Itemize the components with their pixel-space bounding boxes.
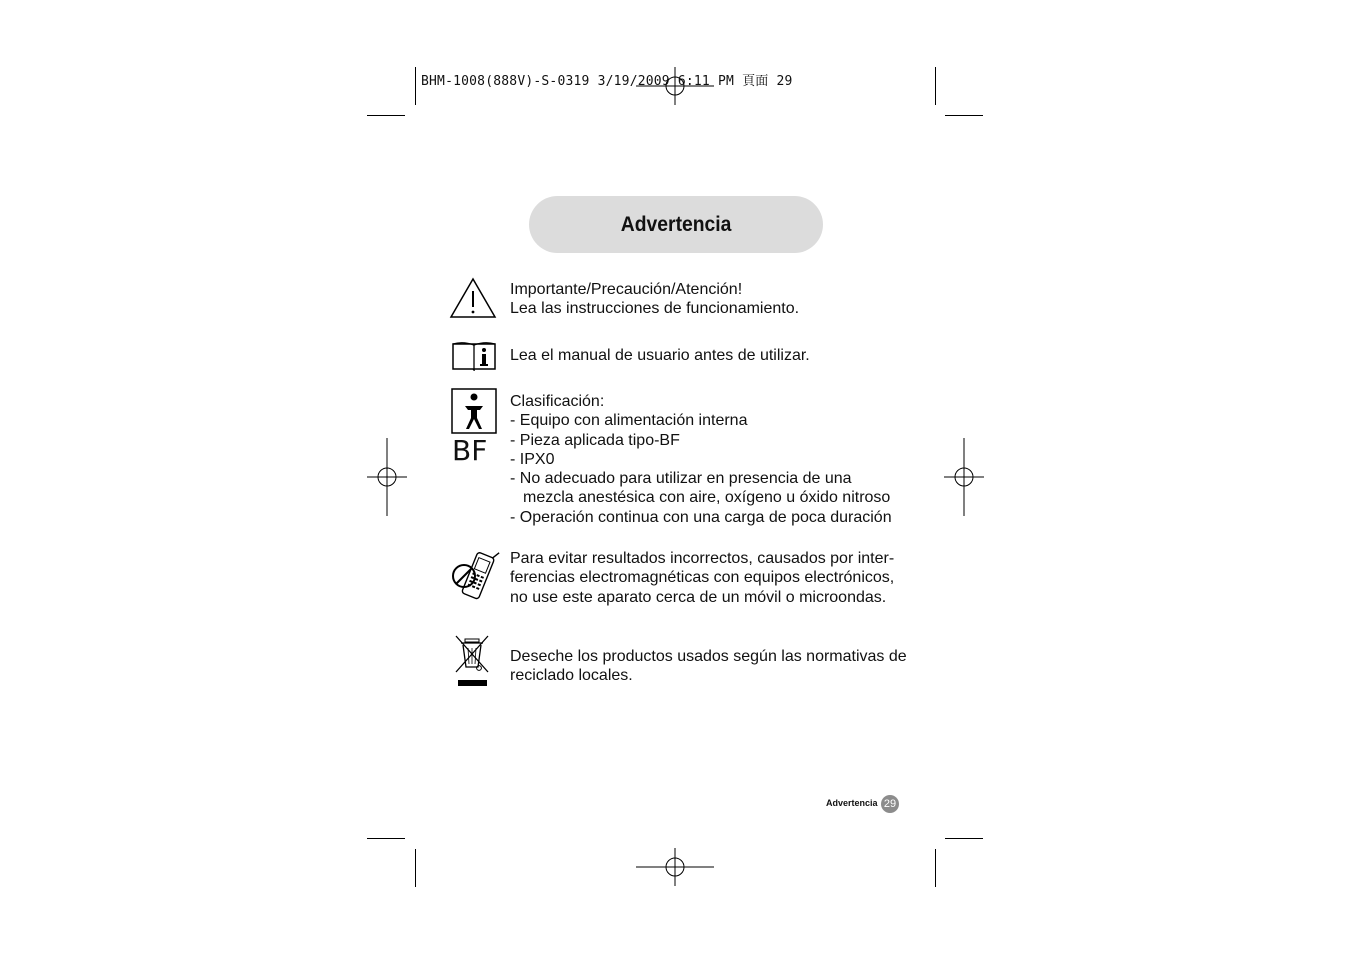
registration-mark-right	[944, 438, 984, 516]
text-line: - Pieza aplicada tipo-BF	[510, 431, 680, 449]
text-line: mezcla anestésica con aire, oxígeno u óxido nitroso	[523, 489, 891, 507]
section-warning-text	[510, 280, 799, 319]
text-line: reciclado locales.	[510, 667, 633, 685]
text-line: - Equipo con alimentación interna	[510, 412, 748, 430]
text-line: Importante/Precaución/Atención!	[510, 281, 743, 298]
text-line: - No adecuado para utilizar en presencia de una	[510, 470, 852, 488]
text-line: Para evitar resultados incorrectos, causados por inter-	[510, 550, 895, 567]
text-line: Deseche los productos usados según las normativas de	[510, 648, 907, 665]
page-number-badge: 29	[881, 795, 899, 813]
section-title-pill	[529, 196, 823, 253]
text-line: - IPX0	[510, 450, 555, 468]
registration-mark-bottom	[636, 848, 714, 886]
bf-label: BF	[452, 434, 488, 467]
no-mobile-phone-icon	[449, 550, 501, 602]
footer-section-label: Advertencia	[826, 798, 878, 808]
registration-mark-top	[636, 67, 714, 105]
info-manual-icon	[451, 340, 497, 371]
page-title: Advertencia	[620, 212, 732, 236]
section-interference-text	[510, 549, 894, 607]
warning-triangle-icon	[449, 277, 497, 319]
section-manual-text	[510, 346, 810, 365]
text-line: no use este aparato cerca de un móvil o microondas.	[510, 588, 887, 606]
text-line: ferencias electromagnéticas con equipos electrónicos,	[510, 569, 895, 587]
weee-crossed-bin-icon	[454, 634, 492, 688]
text-line: Clasificación:	[510, 393, 605, 410]
text-line: Lea el manual de usuario antes de utilizar.	[510, 347, 810, 364]
text-line: Lea las instrucciones de funcionamiento.	[510, 300, 800, 318]
section-disposal-text	[510, 647, 907, 686]
bf-applied-part-icon	[451, 388, 497, 468]
print-header: BHM-1008(888V)-S-0319 3/19/2009 6:11 PM 頁面 29	[421, 74, 793, 89]
text-line: - Operación continua con una carga de poca duración	[510, 508, 892, 526]
section-classification-text	[510, 392, 892, 527]
registration-mark-left	[367, 438, 407, 516]
